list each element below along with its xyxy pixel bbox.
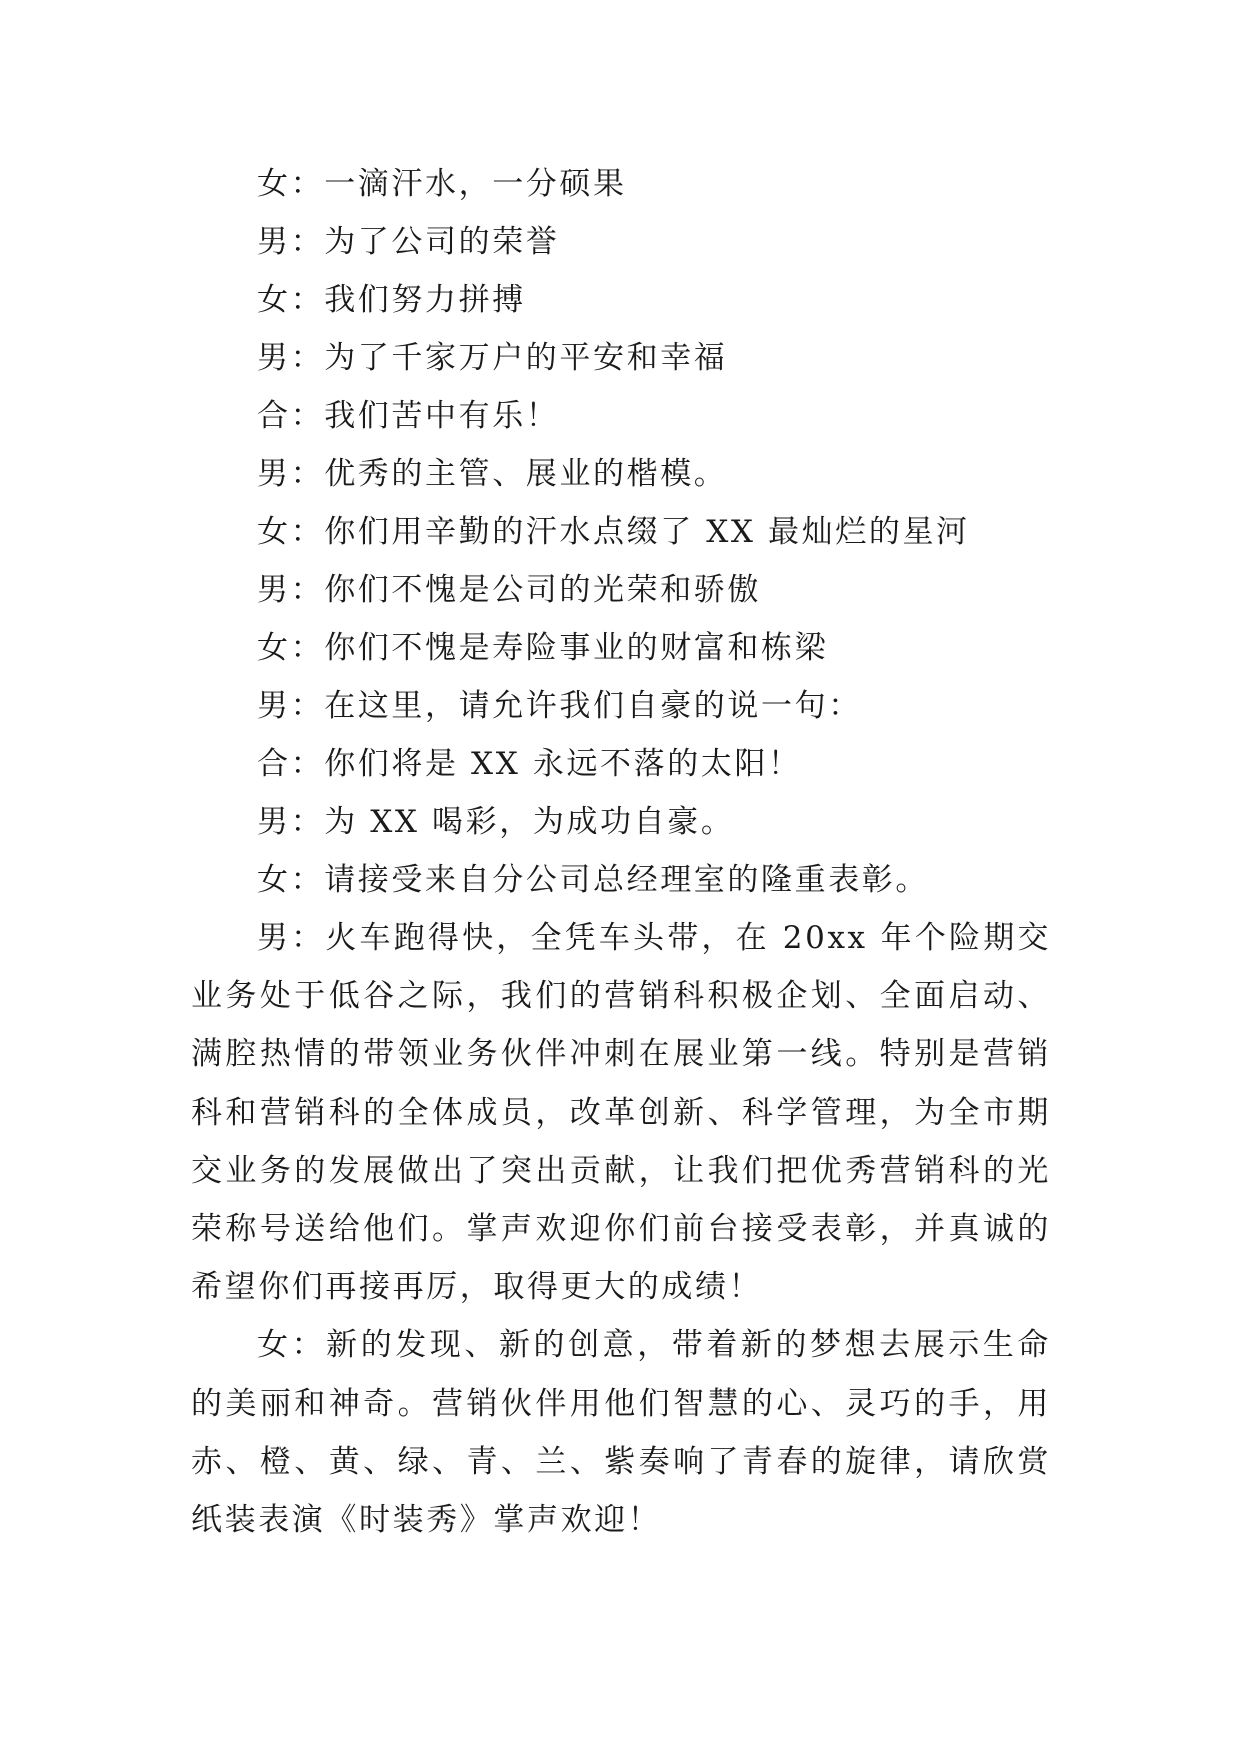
dialogue-line: 男：为了公司的荣誉 xyxy=(257,224,560,260)
dialogue-line: 女：我们努力拼搏 xyxy=(257,282,526,318)
paragraph-fashion-show-intro: 女：新的发现、新的创意，带着新的梦想去展示生命的美丽和神奇。营销伙伴用他们智慧的心、灵巧的手，用赤、橙、黄、绿、青、兰、紫奏响了青春的旋律，请欣赏纸装表演《时装秀》掌声欢迎！ xyxy=(191,1327,1051,1539)
dialogue-line: 男：你们不愧是公司的光荣和骄傲 xyxy=(257,572,761,608)
document-body xyxy=(191,155,1051,1549)
dialogue-line: 男：为 XX 喝彩，为成功自豪。 xyxy=(257,804,735,840)
paragraph-award-speech: 男：火车跑得快，全凭车头带，在 20xx 年个险期交业务处于低谷之际，我们的营销科积极企划、全面启动、满腔热情的带领业务伙伴冲刺在展业第一线。特别是营销科和营销科的全体成员，改革创新、科学管理，为全市期交业务的发展做出了突出贡献，让我们把优秀营销科的光荣称号送给他们。掌声欢迎你们前台接受表彰，并真诚的希望你们再接再厉，取得更大的成绩！ xyxy=(191,920,1051,1306)
dialogue-line: 女：你们不愧是寿险事业的财富和栋梁 xyxy=(257,630,829,666)
dialogue-line: 男：优秀的主管、展业的楷模。 xyxy=(257,456,728,492)
dialogue-line: 男：在这里，请允许我们自豪的说一句： xyxy=(257,688,862,724)
dialogue-line: 男：为了千家万户的平安和幸福 xyxy=(257,340,728,376)
dialogue-line: 女：一滴汗水，一分硕果 xyxy=(257,166,627,202)
dialogue-line: 合：我们苦中有乐！ xyxy=(257,398,560,434)
dialogue-line: 女：请接受来自分公司总经理室的隆重表彰。 xyxy=(257,862,929,898)
dialogue-line: 合：你们将是 XX 永远不落的太阳！ xyxy=(257,746,802,782)
dialogue-line: 女：你们用辛勤的汗水点缀了 XX 最灿烂的星河 xyxy=(257,514,970,550)
